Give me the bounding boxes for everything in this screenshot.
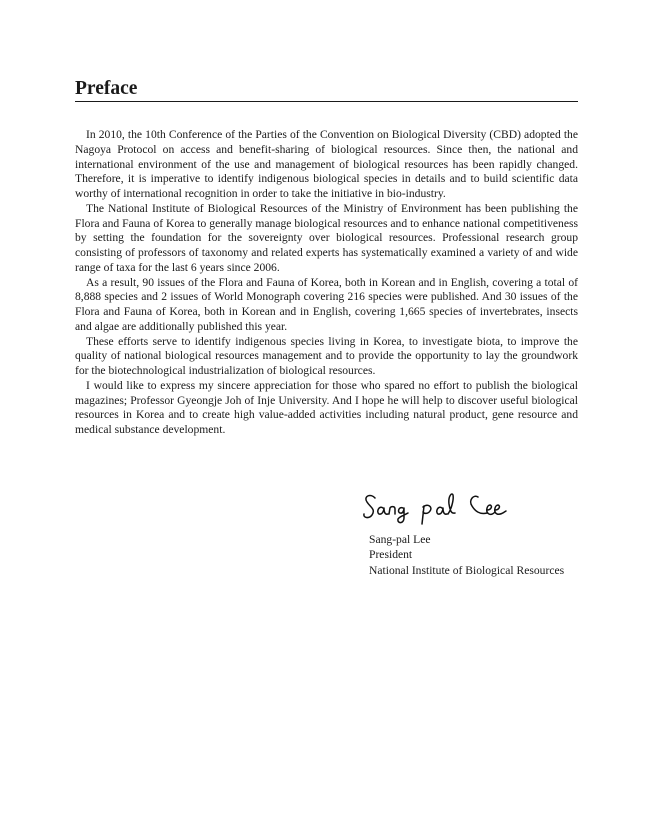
paragraph-2: The National Institute of Biological Resources of the Ministry of Environment has been publishing the Flora and Fauna of Korea to generally manage biological resources and to enhance national competitiveness by setting the foundation for the sovereignty over biological resources. Professional research group consisting of professors of taxonomy and related experts has systematically examined a variety of and wide range of taxa for the last 6 years since 2006. — [75, 201, 578, 274]
signature-block — [360, 488, 600, 578]
paragraph-5: I would like to express my sincere appreciation for those who spared no effort to publish the biological magazines; Professor Gyeongje Joh of Inje University. And I hope he will help to discover useful biological resources in Korea and to create high value-added activities including natural product, gene resource and medical substance development. — [75, 378, 578, 436]
handwritten-signature — [360, 488, 530, 528]
signatory-name: Sang-pal Lee — [369, 533, 431, 546]
preface-body — [75, 128, 578, 438]
signatory-title: President — [369, 548, 413, 562]
paragraph-3: As a result, 90 issues of the Flora and Fauna of Korea, both in Korean and in English, covering a total of 8,888 species and 2 issues of World Monograph covering 216 species were published. And 30 issues of the Flora and Fauna of Korea, both in Korean and in English, covering 1,665 species of invertebrates, insects and algae are additionally published this year. — [75, 275, 578, 333]
signatory-organization: National Institute of Biological Resources — [369, 563, 565, 577]
paragraph-1: In 2010, the 10th Conference of the Parties of the Convention on Biological Diversity (CBD) adopted the Nagoya Protocol on access and benefit-sharing of biological resources. Since then, the national and international environment of the use and management of biological resources has been rapidly changed. Therefore, it is imperative to identify indigenous biological species in details and to build scientific data worthy of international recognition in order to take the initiative in bio-industry. — [75, 128, 578, 200]
paragraph-4: These efforts serve to identify indigenous species living in Korea, to investigate biota, to improve the quality of national biological resources management and to provide the opportunity to lay the groundwork for the biotechnological industrialization of biological resources. — [75, 334, 578, 377]
page-title: Preface — [75, 78, 578, 102]
